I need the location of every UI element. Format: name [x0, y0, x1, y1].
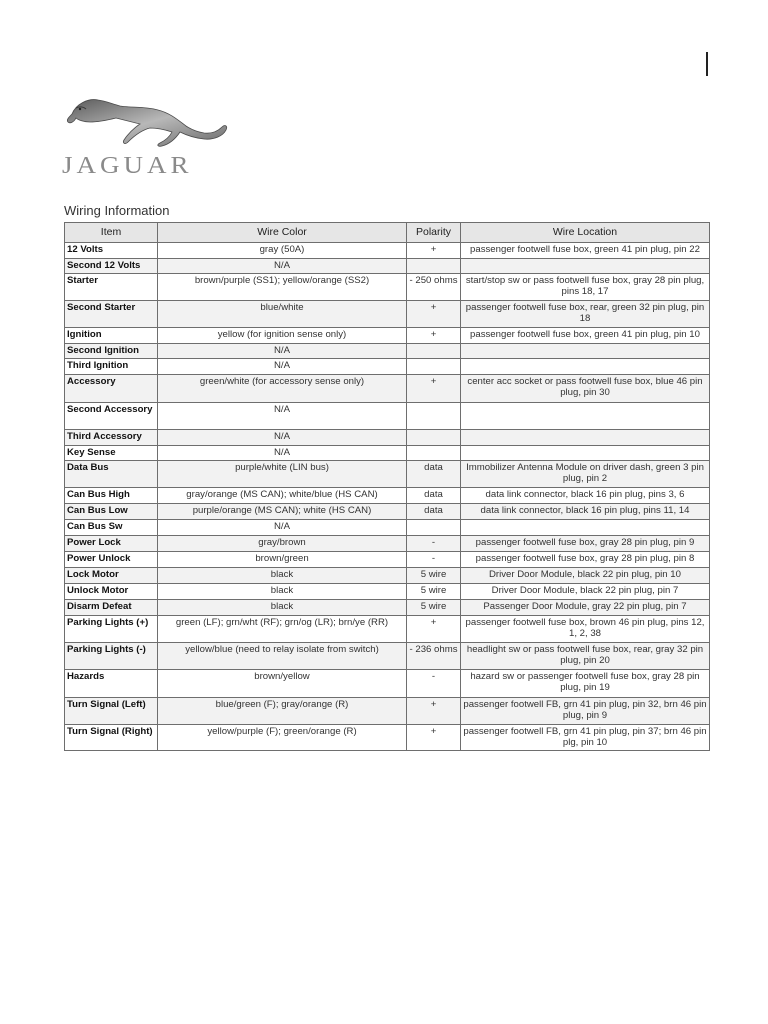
cell-polarity: + [407, 375, 461, 403]
cell-wire-color: gray/orange (MS CAN); white/blue (HS CAN) [158, 488, 407, 504]
cell-wire-location [461, 446, 710, 461]
cell-wire-color: yellow/purple (F); green/orange (R) [158, 725, 407, 751]
cell-wire-color: blue/green (F); gray/orange (R) [158, 698, 407, 725]
cell-item: Second Accessory [65, 403, 158, 430]
jaguar-logo [62, 92, 237, 182]
cell-wire-location: Driver Door Module, black 22 pin plug, pin 10 [461, 568, 710, 584]
cell-item: Starter [65, 274, 158, 301]
section-title: Wiring Information [64, 203, 170, 218]
cell-polarity [407, 359, 461, 375]
cell-polarity [407, 403, 461, 430]
cell-item: Can Bus High [65, 488, 158, 504]
header-wire-color: Wire Color [158, 223, 407, 243]
table-row [65, 520, 710, 536]
table-row [65, 403, 710, 430]
cell-wire-location: passenger footwell fuse box, green 41 pin plug, pin 10 [461, 328, 710, 344]
cell-polarity: data [407, 488, 461, 504]
cell-item: Lock Motor [65, 568, 158, 584]
cell-wire-location: data link connector, black 16 pin plug, pins 11, 14 [461, 504, 710, 520]
cell-wire-location [461, 403, 710, 430]
cell-item: Second Ignition [65, 344, 158, 359]
cell-wire-color: brown/purple (SS1); yellow/orange (SS2) [158, 274, 407, 301]
cell-wire-color: gray/brown [158, 536, 407, 552]
table-row [65, 643, 710, 670]
cell-polarity: - [407, 552, 461, 568]
table-row [65, 725, 710, 751]
cell-polarity: - [407, 670, 461, 698]
wiring-table [64, 222, 710, 751]
leaping-jaguar-icon [62, 92, 237, 152]
cell-wire-location: headlight sw or pass footwell fuse box, rear, gray 32 pin plug, pin 20 [461, 643, 710, 670]
cell-wire-color: black [158, 568, 407, 584]
cell-item: Power Unlock [65, 552, 158, 568]
table-row [65, 504, 710, 520]
cell-polarity: + [407, 616, 461, 643]
cell-polarity [407, 259, 461, 274]
table-row [65, 670, 710, 698]
cell-polarity: data [407, 504, 461, 520]
table-row [65, 568, 710, 584]
cell-wire-color: green/white (for accessory sense only) [158, 375, 407, 403]
cell-wire-color: purple/orange (MS CAN); white (HS CAN) [158, 504, 407, 520]
text-cursor-mark [706, 52, 708, 76]
table-row [65, 616, 710, 643]
cell-wire-location: passenger footwell fuse box, gray 28 pin plug, pin 9 [461, 536, 710, 552]
cell-item: Can Bus Low [65, 504, 158, 520]
wiring-table-body [65, 243, 710, 751]
table-row [65, 461, 710, 488]
cell-item: Disarm Defeat [65, 600, 158, 616]
cell-wire-color: purple/white (LIN bus) [158, 461, 407, 488]
cell-wire-location: start/stop sw or pass footwell fuse box, gray 28 pin plug, pins 18, 17 [461, 274, 710, 301]
cell-item: Data Bus [65, 461, 158, 488]
jaguar-wordmark: JAGUAR [62, 151, 193, 179]
header-wire-location: Wire Location [461, 223, 710, 243]
cell-wire-color: black [158, 584, 407, 600]
table-row [65, 359, 710, 375]
cell-wire-color: yellow (for ignition sense only) [158, 328, 407, 344]
table-row [65, 243, 710, 259]
cell-wire-color: green (LF); grn/wht (RF); grn/og (LR); brn/ye (RR) [158, 616, 407, 643]
cell-polarity: + [407, 243, 461, 259]
cell-wire-color: N/A [158, 430, 407, 446]
cell-wire-location: hazard sw or passenger footwell fuse box, gray 28 pin plug, pin 19 [461, 670, 710, 698]
table-header-row [65, 223, 710, 243]
cell-item: Turn Signal (Right) [65, 725, 158, 751]
cell-polarity: 5 wire [407, 584, 461, 600]
cell-wire-color: black [158, 600, 407, 616]
cell-wire-color: gray (50A) [158, 243, 407, 259]
table-row [65, 344, 710, 359]
cell-polarity: data [407, 461, 461, 488]
cell-wire-location: passenger footwell fuse box, rear, green 32 pin plug, pin 18 [461, 301, 710, 328]
cell-wire-location: passenger footwell FB, grn 41 pin plug, pin 32, brn 46 pin plug, pin 9 [461, 698, 710, 725]
cell-polarity: 5 wire [407, 568, 461, 584]
table-row [65, 488, 710, 504]
cell-item: Accessory [65, 375, 158, 403]
cell-item: Ignition [65, 328, 158, 344]
cell-wire-location: passenger footwell fuse box, brown 46 pin plug, pins 12, 1, 2, 38 [461, 616, 710, 643]
cell-item: Hazards [65, 670, 158, 698]
table-row [65, 430, 710, 446]
cell-wire-color: brown/green [158, 552, 407, 568]
cell-item: Power Lock [65, 536, 158, 552]
table-row [65, 259, 710, 274]
header-polarity: Polarity [407, 223, 461, 243]
cell-polarity [407, 344, 461, 359]
cell-item: Second Starter [65, 301, 158, 328]
cell-polarity: - 236 ohms [407, 643, 461, 670]
cell-wire-location [461, 520, 710, 536]
cell-item: Second 12 Volts [65, 259, 158, 274]
cell-polarity: + [407, 301, 461, 328]
table-row [65, 375, 710, 403]
cell-item: Parking Lights (+) [65, 616, 158, 643]
table-row [65, 536, 710, 552]
cell-wire-color: N/A [158, 344, 407, 359]
cell-item: Turn Signal (Left) [65, 698, 158, 725]
cell-wire-color: N/A [158, 446, 407, 461]
cell-polarity: + [407, 725, 461, 751]
cell-wire-location: Passenger Door Module, gray 22 pin plug, pin 7 [461, 600, 710, 616]
cell-wire-color: N/A [158, 259, 407, 274]
table-row [65, 600, 710, 616]
table-row [65, 274, 710, 301]
cell-item: Unlock Motor [65, 584, 158, 600]
cell-wire-color: brown/yellow [158, 670, 407, 698]
cell-wire-location: data link connector, black 16 pin plug, pins 3, 6 [461, 488, 710, 504]
cell-polarity [407, 430, 461, 446]
cell-wire-location: passenger footwell fuse box, green 41 pin plug, pin 22 [461, 243, 710, 259]
cell-polarity: - 250 ohms [407, 274, 461, 301]
cell-polarity: - [407, 536, 461, 552]
cell-wire-location: Driver Door Module, black 22 pin plug, pin 7 [461, 584, 710, 600]
cell-item: Parking Lights (-) [65, 643, 158, 670]
cell-item: 12 Volts [65, 243, 158, 259]
cell-wire-location [461, 259, 710, 274]
cell-polarity: 5 wire [407, 600, 461, 616]
cell-wire-color: N/A [158, 520, 407, 536]
cell-wire-location: passenger footwell fuse box, gray 28 pin plug, pin 8 [461, 552, 710, 568]
cell-wire-location [461, 359, 710, 375]
cell-wire-location: Immobilizer Antenna Module on driver dash, green 3 pin plug, pin 2 [461, 461, 710, 488]
cell-polarity: + [407, 698, 461, 725]
cell-wire-color: N/A [158, 403, 407, 430]
cell-wire-location: center acc socket or pass footwell fuse box, blue 46 pin plug, pin 30 [461, 375, 710, 403]
table-row [65, 446, 710, 461]
cell-polarity [407, 446, 461, 461]
cell-item: Key Sense [65, 446, 158, 461]
cell-item: Third Accessory [65, 430, 158, 446]
cell-wire-color: yellow/blue (need to relay isolate from switch) [158, 643, 407, 670]
cell-polarity: + [407, 328, 461, 344]
cell-wire-color: N/A [158, 359, 407, 375]
cell-wire-location [461, 430, 710, 446]
cell-wire-location: passenger footwell FB, grn 41 pin plug, pin 37; brn 46 pin plg, pin 10 [461, 725, 710, 751]
table-row [65, 328, 710, 344]
table-row [65, 698, 710, 725]
cell-wire-color: blue/white [158, 301, 407, 328]
header-item: Item [65, 223, 158, 243]
table-row [65, 584, 710, 600]
cell-item: Can Bus Sw [65, 520, 158, 536]
cell-item: Third Ignition [65, 359, 158, 375]
table-row [65, 552, 710, 568]
cell-polarity [407, 520, 461, 536]
cell-wire-location [461, 344, 710, 359]
table-row [65, 301, 710, 328]
